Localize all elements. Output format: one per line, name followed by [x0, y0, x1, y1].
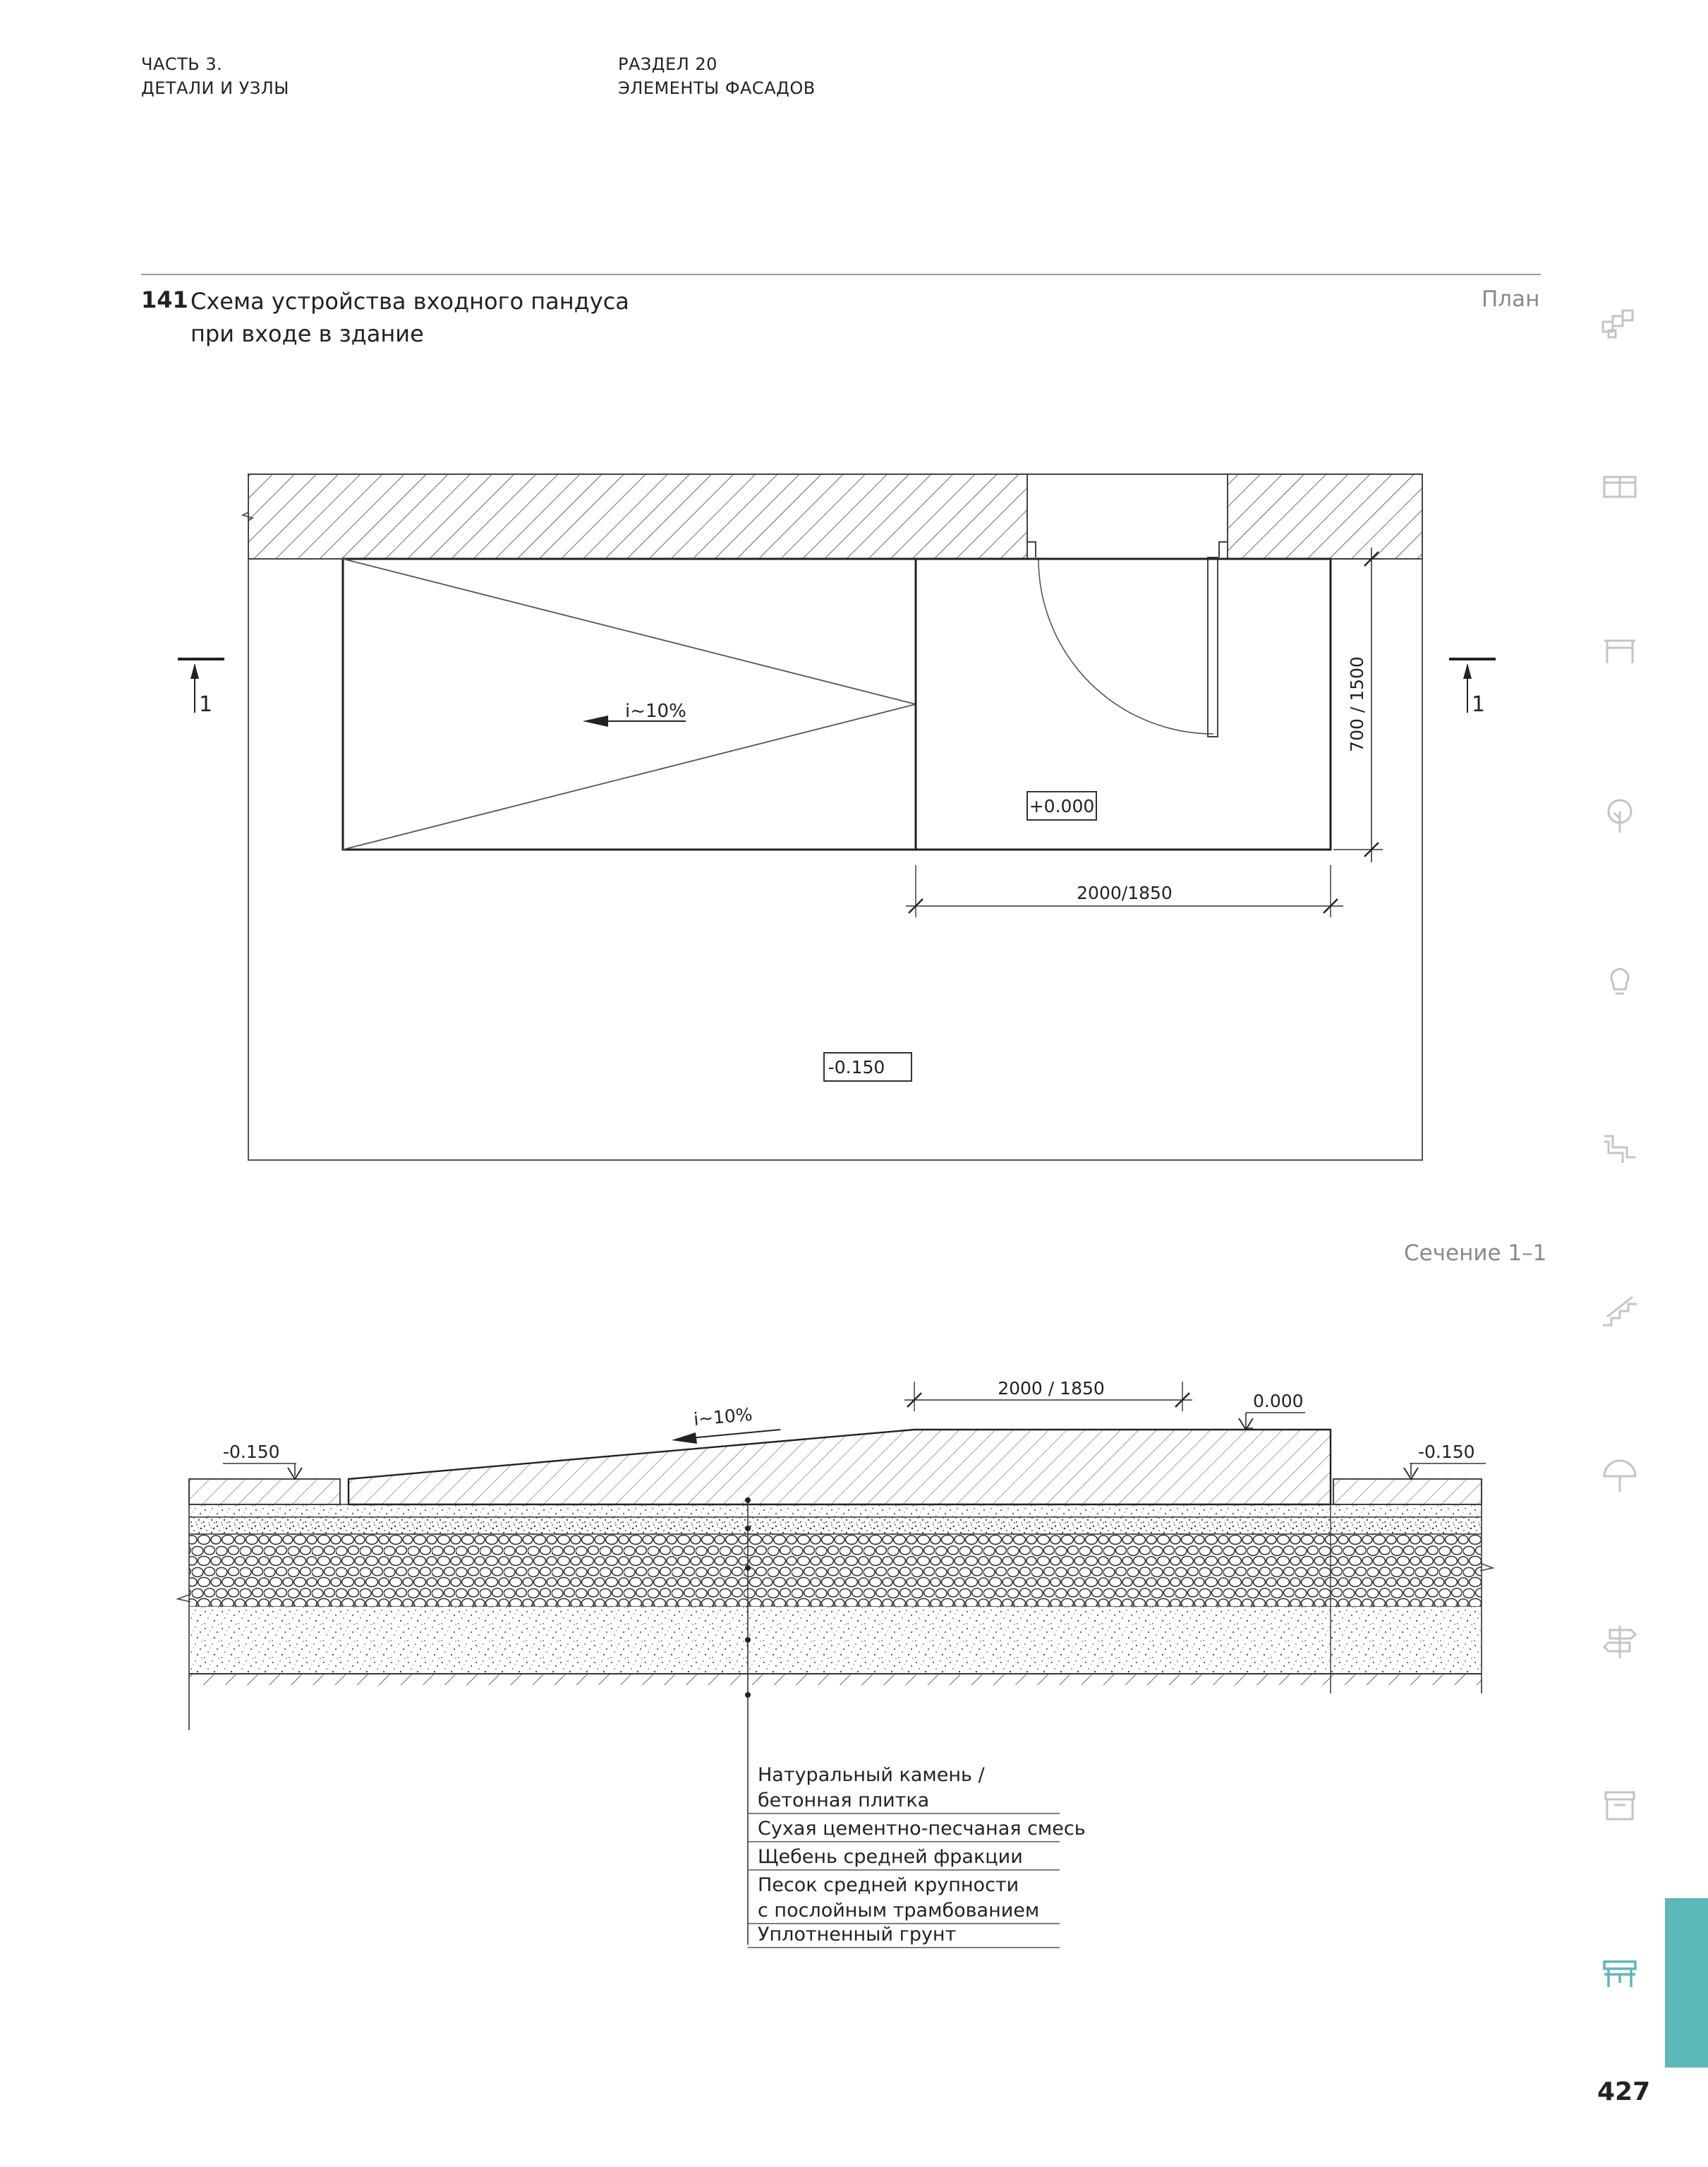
tree-icon[interactable] [1600, 796, 1640, 835]
active-section-tab[interactable] [1665, 1898, 1708, 2068]
level-landing: +0.000 [1029, 796, 1095, 816]
section-level-left: -0.150 [223, 1442, 280, 1462]
section-view [178, 1378, 1493, 1948]
compacted-ground [189, 1674, 1482, 1685]
level-mark-top [1239, 1391, 1305, 1430]
arch-icon[interactable] [1600, 632, 1640, 672]
dim-vertical-label: 700 / 1500 [1347, 656, 1367, 752]
level-mark-right [1404, 1442, 1486, 1479]
plan-slope-label: i~10% [625, 701, 686, 722]
box-icon[interactable] [1600, 1785, 1640, 1825]
cut-mark-right-label: 1 [1472, 692, 1486, 717]
door-swing-arc [1038, 557, 1213, 734]
cut-mark-left-label: 1 [199, 692, 213, 717]
plan-view [178, 474, 1496, 1160]
section-level-top: 0.000 [1253, 1391, 1304, 1411]
wall-left [248, 474, 1027, 559]
section-number: РАЗДЕЛ 20 [618, 54, 717, 74]
left-paving [189, 1479, 340, 1504]
part-title: ДЕТАЛИ И УЗЛЫ [141, 78, 289, 98]
wall-right [1228, 474, 1422, 559]
layer-label-stone-2: бетонная плитка [758, 1789, 930, 1811]
signpost-icon[interactable] [1600, 1622, 1640, 1661]
figure-title-line1: Схема устройства входного пандуса [190, 288, 629, 315]
section-title: ЭЛЕМЕНТЫ ФАСАДОВ [618, 78, 816, 98]
dim-horizontal-label: 2000/1850 [1077, 883, 1173, 903]
cut-mark-right [1449, 659, 1496, 717]
pipe-icon[interactable] [1600, 1126, 1640, 1166]
layers-legend [748, 1764, 1086, 1948]
section-label: Сечение 1–1 [1404, 1241, 1547, 1266]
layer-dry-mix [189, 1517, 1482, 1534]
landing-outline [916, 559, 1331, 850]
level-ground: -0.150 [828, 1057, 885, 1078]
section-level-right: -0.150 [1418, 1442, 1475, 1462]
ramp-body [349, 1430, 1331, 1504]
ramp-slope-line-top [343, 559, 916, 704]
layer-label-stone: Натуральный камень / [758, 1764, 985, 1786]
layer-label-dry-mix: Сухая цементно-песчаная смесь [758, 1818, 1086, 1840]
right-paving [1333, 1479, 1482, 1504]
layer-gravel [189, 1534, 1482, 1606]
layer-label-gravel: Щебень средней фракции [758, 1846, 1023, 1868]
stairs-icon[interactable] [1600, 1291, 1640, 1331]
part-number: ЧАСТЬ 3. [141, 54, 223, 74]
figure-title-line2: при входе в здание [190, 320, 424, 347]
door-leaf [1208, 557, 1218, 737]
cut-mark-left [178, 659, 224, 717]
level-mark-left [223, 1442, 302, 1479]
layer-label-sand-2: с послойным трамбованием [758, 1900, 1040, 1921]
umbrella-icon[interactable] [1600, 1456, 1640, 1496]
section-dim-label: 2000 / 1850 [998, 1378, 1105, 1399]
ramp-slope-line-bottom [343, 704, 916, 850]
bricks-icon[interactable] [1600, 303, 1640, 343]
layer-label-sand: Песок средней крупности [758, 1874, 1019, 1896]
plan-label: План [1482, 286, 1540, 312]
window-icon[interactable] [1600, 467, 1640, 507]
page-number: 427 [1597, 2077, 1651, 2106]
lightbulb-icon[interactable] [1600, 961, 1640, 1001]
layer-sand [189, 1606, 1482, 1674]
section-slope-label: i~10% [692, 1404, 753, 1430]
figure-number: 141 [141, 286, 188, 313]
layer-label-ground: Уплотненный грунт [758, 1924, 957, 1945]
bench-icon[interactable] [1600, 1953, 1640, 1993]
